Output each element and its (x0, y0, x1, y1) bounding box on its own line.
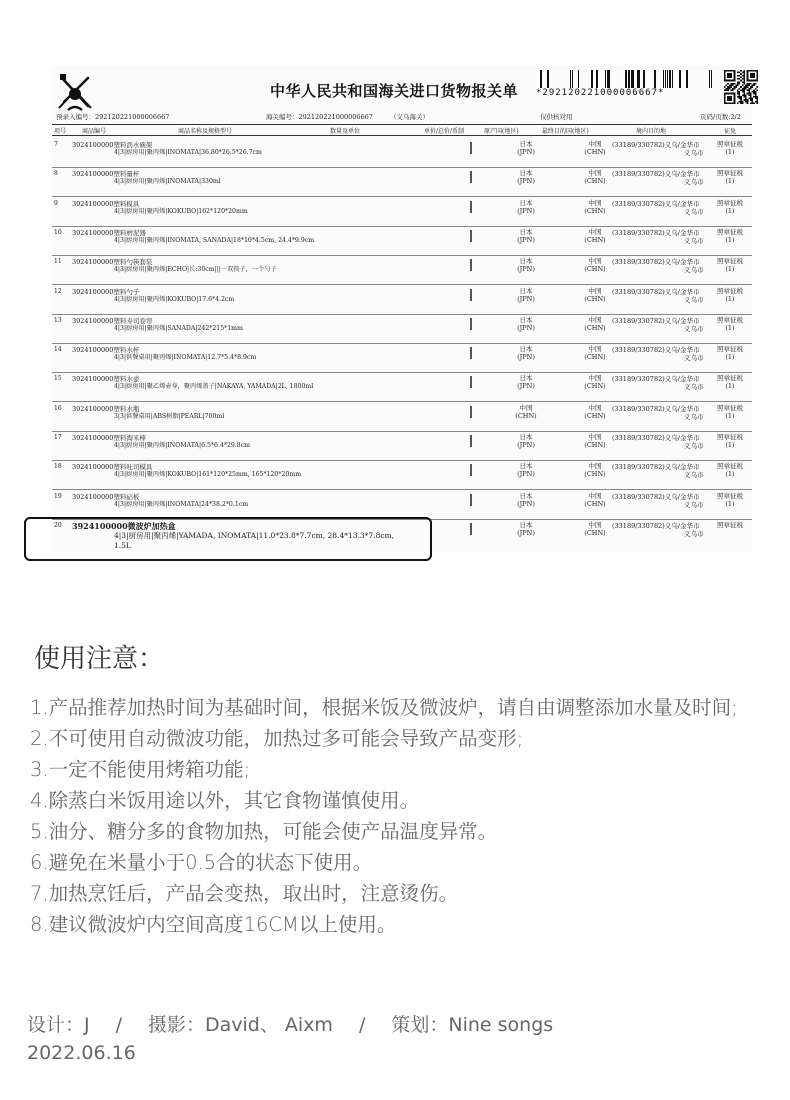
cell-spec: 3|3|供餐桌用|ABS树脂|PEARL|700ml (114, 412, 225, 420)
cell-code: 3924100000塑料勺子 (72, 287, 140, 296)
usage-note-item: 8.建议微波炉内空间高度16CM以上使用。 (30, 913, 397, 936)
row-marker (470, 494, 472, 506)
cell-spec: 4|3|厨房用|聚乙烯壶身，聚丙烯盖子|NAKAYA, YAMADA|2L, 1800ml (114, 383, 314, 391)
cell-spec: 4|3|厨房用|聚丙烯|INOMATA|36.80*26.5*26.7cm (114, 149, 262, 156)
publish-date: 2022.06.16 (27, 1042, 136, 1064)
column-header: 征免 (724, 128, 737, 135)
table-row (52, 460, 752, 490)
table-row (52, 197, 752, 227)
cell-levy: 照章征税 (1) (717, 257, 743, 274)
cell-levy: 照章征税 (1) (717, 198, 743, 215)
table-row (52, 314, 752, 344)
cell-code: 3924100000塑料寿司卷帘 (72, 316, 153, 325)
row-marker (470, 435, 472, 447)
cell-dest: 中国 (CHN) (584, 462, 606, 479)
row-marker (470, 347, 472, 359)
table-row (52, 343, 752, 373)
cell-code: 3924100000塑料砧板 (72, 492, 140, 501)
cell-no: 13 (54, 316, 62, 324)
cell-city: 义乌市 (684, 295, 704, 304)
column-header: 境内目的地 (636, 128, 667, 135)
cell-levy: 照章征税 (1) (717, 491, 743, 508)
cell-no: 17 (54, 434, 62, 441)
cell-place: (33189/330782)义乌/金华市 (612, 434, 700, 442)
cell-levy: 照章征税 (1) (717, 374, 743, 391)
usage-notes-title: 使用注意： (34, 644, 165, 674)
cell-origin: 日本 (JPN) (517, 520, 535, 537)
cell-spec: 4|3|厨房用|聚丙烯|INOMATA, SANADA|18*10*4.5cm, 24.4*9.9cm (114, 236, 315, 244)
cell-dest: 中国 (CHN) (584, 169, 606, 186)
row-marker (470, 523, 472, 535)
cell-no: 9 (54, 199, 58, 207)
row-marker (470, 230, 472, 242)
cell-dest: 中国 (CHN) (584, 286, 606, 303)
cell-levy: 照章征税 (1) (717, 345, 743, 362)
cell-place: (33189/330782)义乌/金华市 (612, 316, 700, 325)
cell-spec: 4|3|厨房用|聚丙烯|INOMATA|24*38.2*0.1cm (114, 500, 249, 508)
cell-place: (33189/330782)义乌/金华市 (612, 346, 700, 355)
cell-no: 10 (54, 228, 62, 236)
row-marker (470, 171, 472, 183)
cell-place: (33189/330782)义乌/金华市 (612, 199, 700, 208)
table-row (52, 226, 752, 256)
cell-levy: 照章征税 (717, 520, 743, 529)
cell-origin: 日本 (JPN) (517, 315, 535, 332)
usage-note: 仅供核对用 (540, 113, 573, 121)
usage-note-item: 1.产品推荐加热时间为基础时间，根据米饭及微波炉，请自由调整添加水量及时间; (30, 696, 738, 719)
table-row (52, 490, 752, 520)
table-row (52, 431, 752, 461)
cell-city: 义乌市 (684, 178, 704, 187)
cell-origin: 中国 (CHN) (515, 403, 537, 420)
cell-dest: 中国 (CHN) (584, 345, 606, 362)
cell-no: 8 (54, 170, 58, 178)
pre-entry-number: 预录入编号：292120221000006667 (56, 113, 170, 121)
cell-code: 3924100000塑料模具 (72, 199, 140, 208)
cell-city: 义乌市 (684, 442, 704, 450)
declaration-title: 中华人民共和国海关进口货物报关单 (270, 82, 519, 100)
cell-dest: 中国 (CHN) (584, 257, 606, 274)
cell-spec: 4|3|厨房用|聚丙烯|KOKUBO|162*120*20mm (114, 207, 248, 215)
cell-place: (33189/330782)义乌/金华市 (612, 170, 700, 179)
cell-place: (33189/330782)义乌/金华市 (612, 492, 700, 501)
customs-number: 海关编号：292120221000006667 (266, 113, 373, 121)
cell-city: 义乌市 (684, 383, 704, 392)
barcode-number: *292120221000006667* (536, 88, 665, 98)
table-header (52, 124, 752, 136)
row-marker (470, 318, 472, 330)
cell-no: 14 (54, 346, 62, 354)
barcode-icon (540, 70, 716, 88)
cell-city: 义乌市 (684, 324, 704, 333)
row-marker (470, 259, 472, 271)
cell-city: 义乌市 (684, 149, 704, 157)
cell-code: 3924100000塑料淘米棒 (72, 434, 146, 442)
cell-origin: 日本 (JPN) (517, 286, 535, 303)
table-row (52, 138, 752, 168)
highlighted-item-box (24, 517, 432, 561)
usage-note-item: 4.除蒸白米饭用途以外，其它食物谨慎使用。 (30, 789, 420, 812)
cell-place: (33189/330782)义乌/金华市 (612, 141, 700, 149)
customs-emblem-icon (56, 72, 94, 114)
cell-no: 15 (54, 375, 62, 383)
cell-code: 3924100000塑料沥水碗架 (72, 141, 153, 149)
row-marker (470, 376, 472, 388)
cell-code: 3924100000塑料磨泥器 (72, 228, 146, 237)
customs-port: （义乌海关） (390, 113, 429, 121)
cell-origin: 日本 (JPN) (517, 345, 535, 362)
cell-city: 义乌市 (684, 412, 704, 421)
cell-dest: 中国 (CHN) (584, 198, 606, 215)
row-marker (470, 142, 472, 154)
cell-place: (33189/330782)义乌/金华市 (612, 287, 700, 296)
credits-line (27, 1010, 553, 1037)
cell-place: (33189/330782)义乌/金华市 (612, 463, 700, 472)
planning-credit: 策划：Nine songs (391, 1014, 554, 1036)
cell-origin: 日本 (JPN) (517, 198, 535, 215)
table-row (52, 372, 752, 402)
cell-spec: 4|3|厨房用|聚丙烯|ECHO|长:30cm|||一双筷子，一个勺子 (114, 266, 277, 274)
row-marker (470, 406, 472, 418)
usage-note-item: 6.避免在米量小于0.5合的状态下使用。 (30, 851, 373, 874)
cell-origin: 日本 (JPN) (517, 140, 535, 156)
cell-code: 3924100000塑料水壶 (72, 375, 140, 384)
row-marker (470, 464, 472, 476)
usage-note-item: 5.油分、糖分多的食物加热，可能会使产品温度异常。 (30, 820, 498, 843)
column-header: 项号 (54, 128, 67, 135)
cell-city: 义乌市 (684, 529, 704, 538)
table-row (52, 285, 752, 315)
cell-dest: 中国 (CHN) (584, 520, 606, 537)
cell-place: (33189/330782)义乌/金华市 (612, 404, 700, 413)
cell-code: 3924100000塑料吐司模具 (72, 463, 153, 472)
cell-no: 7 (54, 141, 58, 148)
cell-no: 19 (54, 492, 62, 500)
cell-levy: 照章征税 (1) (717, 315, 743, 332)
cell-city: 义乌市 (684, 236, 704, 245)
usage-note-item: 7.加热烹饪后，产品会变热，取出时，注意烫伤。 (30, 882, 459, 905)
cell-dest: 中国 (CHN) (584, 433, 606, 449)
cell-code: 3924100000塑料量杯 (72, 170, 140, 179)
column-header: 商品编号 (82, 128, 107, 135)
cell-code: 3924100000微波炉加热盒 (72, 520, 176, 531)
cell-no: 20 (54, 521, 62, 529)
cell-city: 义乌市 (684, 207, 704, 216)
page-info: 页码/页数:2/2 (700, 113, 741, 121)
cell-dest: 中国 (CHN) (584, 491, 606, 508)
cell-code: 3924100000塑料勺筷套装 (72, 258, 153, 267)
cell-origin: 日本 (JPN) (517, 257, 535, 274)
cell-spec: 4|3|厨房用|聚丙烯|KOKUBO|161*120*25mm, 165*120*20mm (114, 471, 302, 479)
photo-credit: 摄影：David、 Aixm (148, 1014, 333, 1036)
cell-origin: 日本 (JPN) (517, 374, 535, 391)
cell-no: 18 (54, 463, 62, 471)
cell-no: 16 (54, 404, 62, 412)
cell-code: 3924100000塑料水杯 (72, 346, 140, 355)
row-marker (470, 201, 472, 213)
cell-spec: 4|3|供餐桌用|聚丙烯|INOMATA|12.7*5.4*8.9cm (114, 354, 257, 362)
cell-place: (33189/330782)义乌/金华市 (612, 521, 700, 530)
cell-spec: 4|3|厨房用|聚丙烯|KOKUBO|17.6*4.2cm (114, 295, 235, 303)
column-header: 原产国(地区) (484, 128, 519, 135)
cell-origin: 日本 (JPN) (517, 462, 535, 479)
usage-note-item: 2.不可使用自动微波功能，加热过多可能会导致产品变形; (30, 727, 524, 750)
cell-spec: 4|3|厨房用|聚丙烯|INOMATA|6.5*6.4*29.8cm (114, 442, 251, 449)
cell-dest: 中国 (CHN) (584, 403, 606, 420)
cell-place: (33189/330782)义乌/金华市 (612, 258, 700, 267)
cell-place: (33189/330782)义乌/金华市 (612, 375, 700, 384)
credit-separator: / (358, 1014, 366, 1036)
cell-code: 3924100000塑料水瓶 (72, 404, 140, 413)
cell-origin: 日本 (JPN) (517, 491, 535, 508)
table-row (52, 255, 752, 285)
usage-notes-list (30, 692, 770, 940)
cell-levy: 照章征税 (1) (717, 286, 743, 303)
credit-separator: / (115, 1014, 123, 1036)
cell-levy: 照章征税 (1) (717, 403, 743, 420)
cell-origin: 日本 (JPN) (517, 433, 535, 449)
cell-spec: 4|3|厨房用|聚丙烯|INOMATA|330ml (114, 178, 221, 186)
cell-no: 11 (54, 258, 62, 266)
cell-levy: 照章征税 (1) (717, 140, 743, 156)
table-row (52, 402, 752, 432)
column-header: 最终目的国(地区) (542, 128, 589, 135)
cell-dest: 中国 (CHN) (584, 315, 606, 332)
column-header: 商品名称及规格型号 (178, 128, 233, 135)
cell-city: 义乌市 (684, 266, 704, 275)
column-header: 单价/总价/币制 (424, 128, 465, 135)
table-row (52, 167, 752, 197)
cell-levy: 照章征税 (1) (717, 169, 743, 186)
cell-dest: 中国 (CHN) (584, 140, 606, 156)
cell-city: 义乌市 (684, 354, 704, 363)
cell-origin: 日本 (JPN) (517, 227, 535, 244)
column-header: 数量及单位 (330, 128, 361, 135)
cell-dest: 中国 (CHN) (584, 374, 606, 391)
cell-levy: 照章征税 (1) (717, 227, 743, 244)
customs-declaration-scan (52, 66, 752, 552)
cell-place: (33189/330782)义乌/金华市 (612, 228, 700, 237)
cell-city: 义乌市 (684, 500, 704, 509)
cell-levy: 照章征税 (1) (717, 462, 743, 479)
usage-note-item: 3.一定不能使用烤箱功能; (30, 758, 251, 781)
cell-city: 义乌市 (684, 471, 704, 480)
cell-spec: 4|3|厨房用|聚丙烯|SANADA|242*215*1mm (114, 324, 243, 332)
design-credit: 设计：J (27, 1014, 90, 1036)
cell-spec: 4|3|厨房用|聚丙烯|YAMADA, INOMATA|11.0*23.8*7.7cm, 28.4*13.3*7.8cm, 1.5L (114, 530, 395, 550)
qr-code-icon (724, 70, 758, 104)
cell-no: 12 (54, 287, 62, 295)
row-marker (470, 289, 472, 301)
cell-levy: 照章征税 (1) (717, 433, 743, 449)
cell-dest: 中国 (CHN) (584, 227, 606, 244)
cell-origin: 日本 (JPN) (517, 169, 535, 186)
